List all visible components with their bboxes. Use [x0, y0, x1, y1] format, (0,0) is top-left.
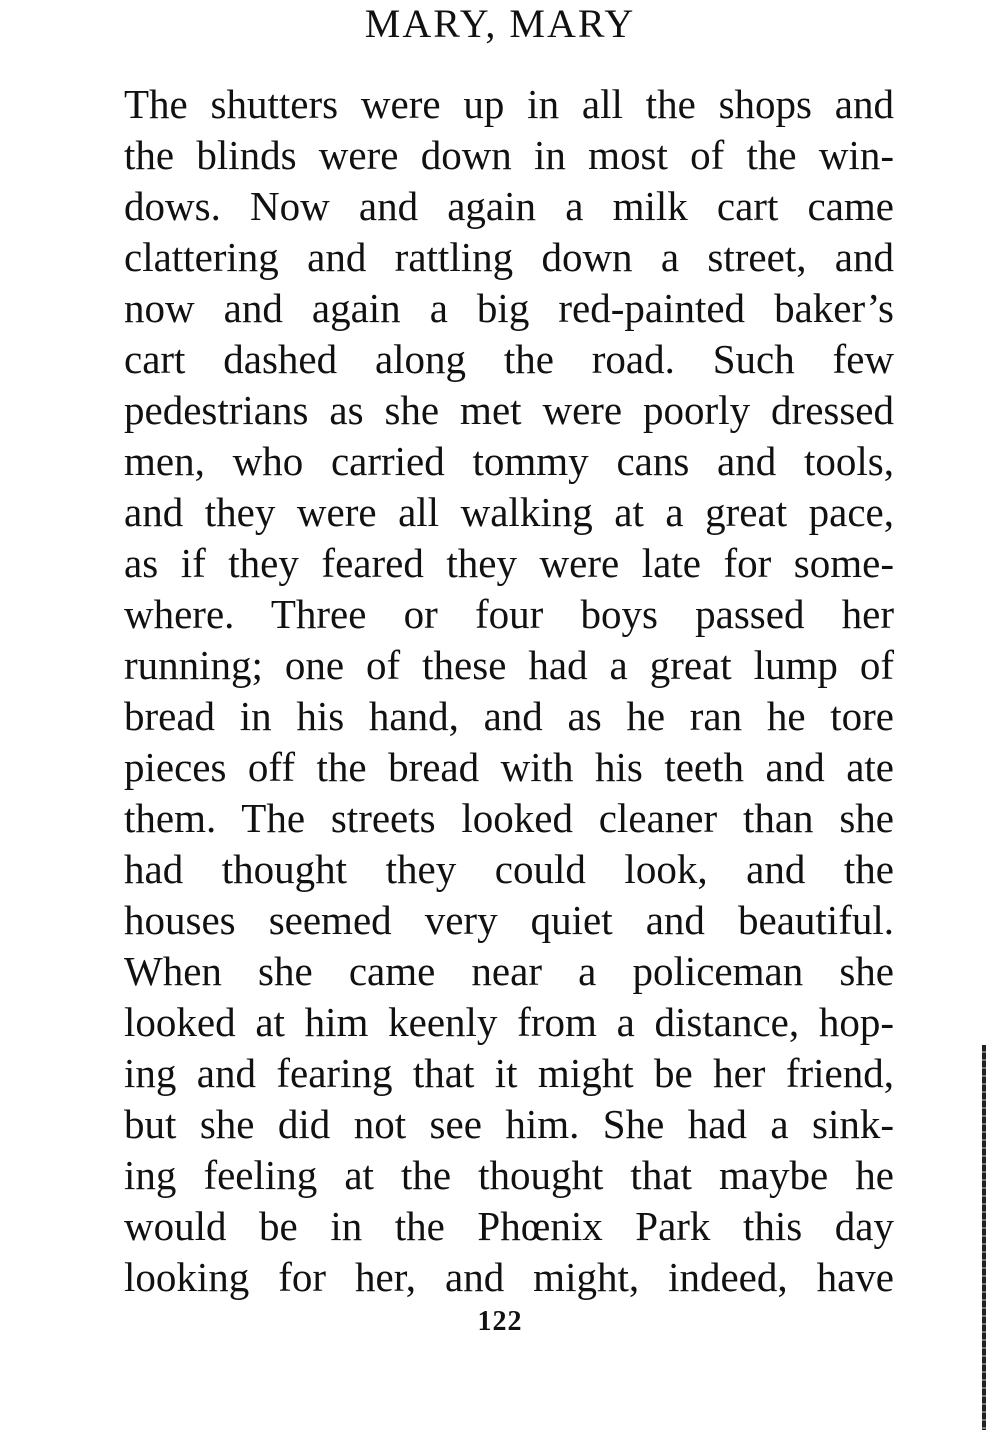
text-line: would be in the Phœnix Park this day [124, 1203, 894, 1249]
text-line: looked at him keenly from a distance, hop- [124, 999, 894, 1045]
text-line: pedestrians as she met were poorly dressed [124, 387, 894, 433]
text-line: men, who carried tommy cans and tools, [124, 438, 894, 484]
text-line: had thought they could look, and the [124, 846, 894, 892]
text-line: but she did not see him. She had a sink- [124, 1101, 894, 1147]
text-line: ing feeling at the thought that maybe he [124, 1152, 894, 1198]
text-line: ing and fearing that it might be her friend, [124, 1050, 894, 1096]
text-line: clattering and rattling down a street, and [124, 234, 894, 280]
text-line: looking for her, and might, indeed, have [124, 1254, 894, 1300]
text-line: When she came near a policeman she [124, 948, 894, 994]
text-line: bread in his hand, and as he ran he tore [124, 693, 894, 739]
text-line: running; one of these had a great lump of [124, 642, 894, 688]
text-line: the blinds were down in most of the win- [124, 132, 894, 178]
text-line: dows. Now and again a milk cart came [124, 183, 894, 229]
page-number: 122 [477, 1306, 523, 1337]
body-text [124, 79, 894, 1303]
text-line: cart dashed along the road. Such few [124, 336, 894, 382]
text-line: houses seemed very quiet and beautiful. [124, 897, 894, 943]
text-line: now and again a big red-painted baker’s [124, 285, 894, 331]
text-line: where. Three or four boys passed her [124, 591, 894, 637]
running-head: MARY, MARY [364, 1, 636, 46]
text-line: and they were all walking at a great pace, [124, 489, 894, 535]
scan-edge-mark [982, 1045, 986, 1430]
text-line: as if they feared they were late for some- [124, 540, 894, 586]
text-line: The shutters were up in all the shops and [124, 81, 894, 127]
text-line: pieces off the bread with his teeth and ate [124, 744, 894, 790]
text-line: them. The streets looked cleaner than she [124, 795, 894, 841]
